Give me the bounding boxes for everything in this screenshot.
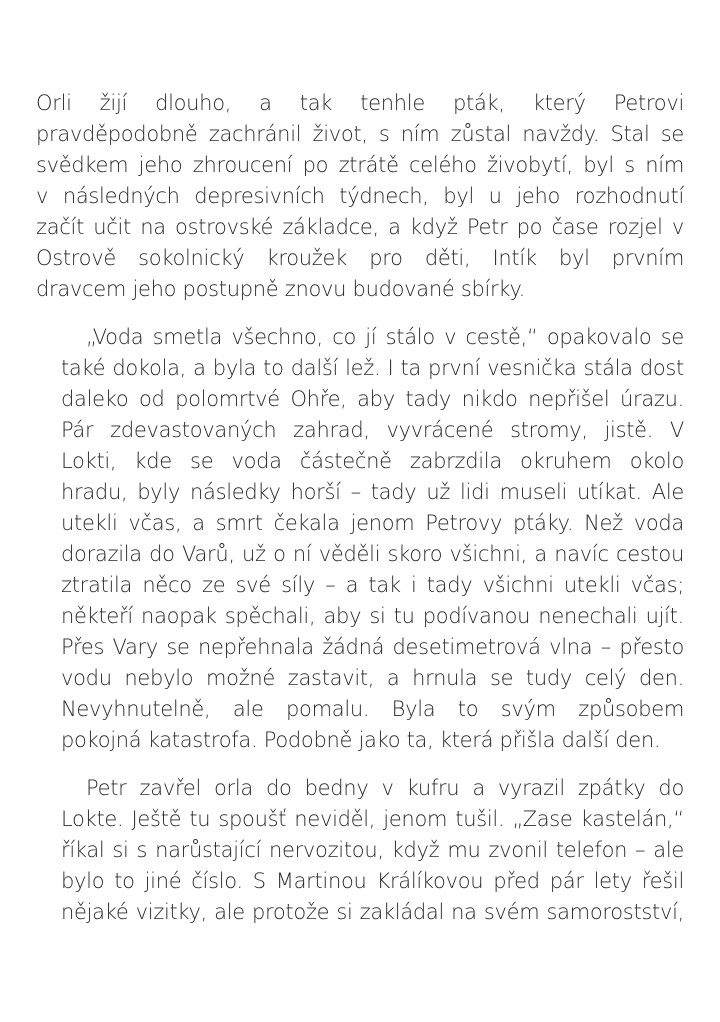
- text-line: ztratila něco ze své síly – a tak i tady všichni utekli včas;: [61, 573, 684, 597]
- paragraph: [36, 773, 684, 928]
- text-line: nějaké vizitky, ale protože si zakládal na svém samorostství,: [61, 900, 684, 924]
- text-line: také dokola, a byla to další lež. I ta první vesnička stála dost: [61, 356, 684, 380]
- text-line: daleko od polomrtvé Ohře, aby tady nikdo nepřišel úrazu.: [61, 387, 684, 411]
- text-line: v následných depresivních týdnech, byl u jeho rozhodnutí: [36, 184, 684, 208]
- paragraph: [36, 88, 684, 305]
- text-line: dravcem jeho postupně znovu budované sbírky.: [36, 277, 526, 301]
- text-line: pokojná katastrofa. Podobně jako ta, která přišla další den.: [61, 728, 661, 752]
- text-line: Pár zdevastovaných zahrad, vyvrácené stromy, jistě. V: [61, 418, 684, 442]
- text-line: „Voda smetla všechno, co jí stálo v cestě,“ opakovalo se: [86, 325, 684, 349]
- text-line: někteří naopak spěchali, aby si tu podívanou nenechali ujít.: [61, 604, 684, 628]
- text-line: dorazila do Varů, už o ní věděli skoro všichni, a navíc cestou: [61, 542, 684, 566]
- text-line: Přes Vary se nepřehnala žádná desetimetrová vlna – přesto: [61, 635, 684, 659]
- text-line: utekli včas, a smrt čekala jenom Petrovy ptáky. Než voda: [61, 511, 684, 535]
- document-page: [36, 88, 684, 945]
- text-line: říkal si s narůstající nervozitou, když mu zvonil telefon – ale: [61, 838, 684, 862]
- text-line: Petr zavřel orla do bedny v kufru a vyrazil zpátky do: [86, 776, 684, 800]
- paragraph: [36, 322, 684, 756]
- text-line: vodu nebylo možné zastavit, a hrnula se tudy celý den.: [61, 666, 684, 690]
- body-text: [36, 88, 684, 928]
- text-line: hradu, byly následky horší – tady už lidi museli utíkat. Ale: [61, 480, 684, 504]
- text-line: Lokte. Ještě tu spoušť neviděl, jenom tušil. „Zase kastelán,“: [61, 807, 684, 831]
- text-line: začít učit na ostrovské základce, a když Petr po čase rozjel v: [36, 215, 684, 239]
- text-line: bylo to jiné číslo. S Martinou Králíkovou před pár lety řešil: [61, 869, 684, 893]
- text-line: Orli žijí dlouho, a tak tenhle pták, který Petrovi: [36, 91, 684, 115]
- text-line: Lokti, kde se voda částečně zabrzdila okruhem okolo: [61, 449, 684, 473]
- text-line: Ostrově sokolnický kroužek pro děti, Intík byl prvním: [36, 246, 684, 270]
- text-line: svědkem jeho zhroucení po ztrátě celého živobytí, byl s ním: [36, 153, 684, 177]
- text-line: pravděpodobně zachránil život, s ním zůstal navždy. Stal se: [36, 122, 684, 146]
- text-line: Nevyhnutelně, ale pomalu. Byla to svým způsobem: [61, 697, 684, 721]
